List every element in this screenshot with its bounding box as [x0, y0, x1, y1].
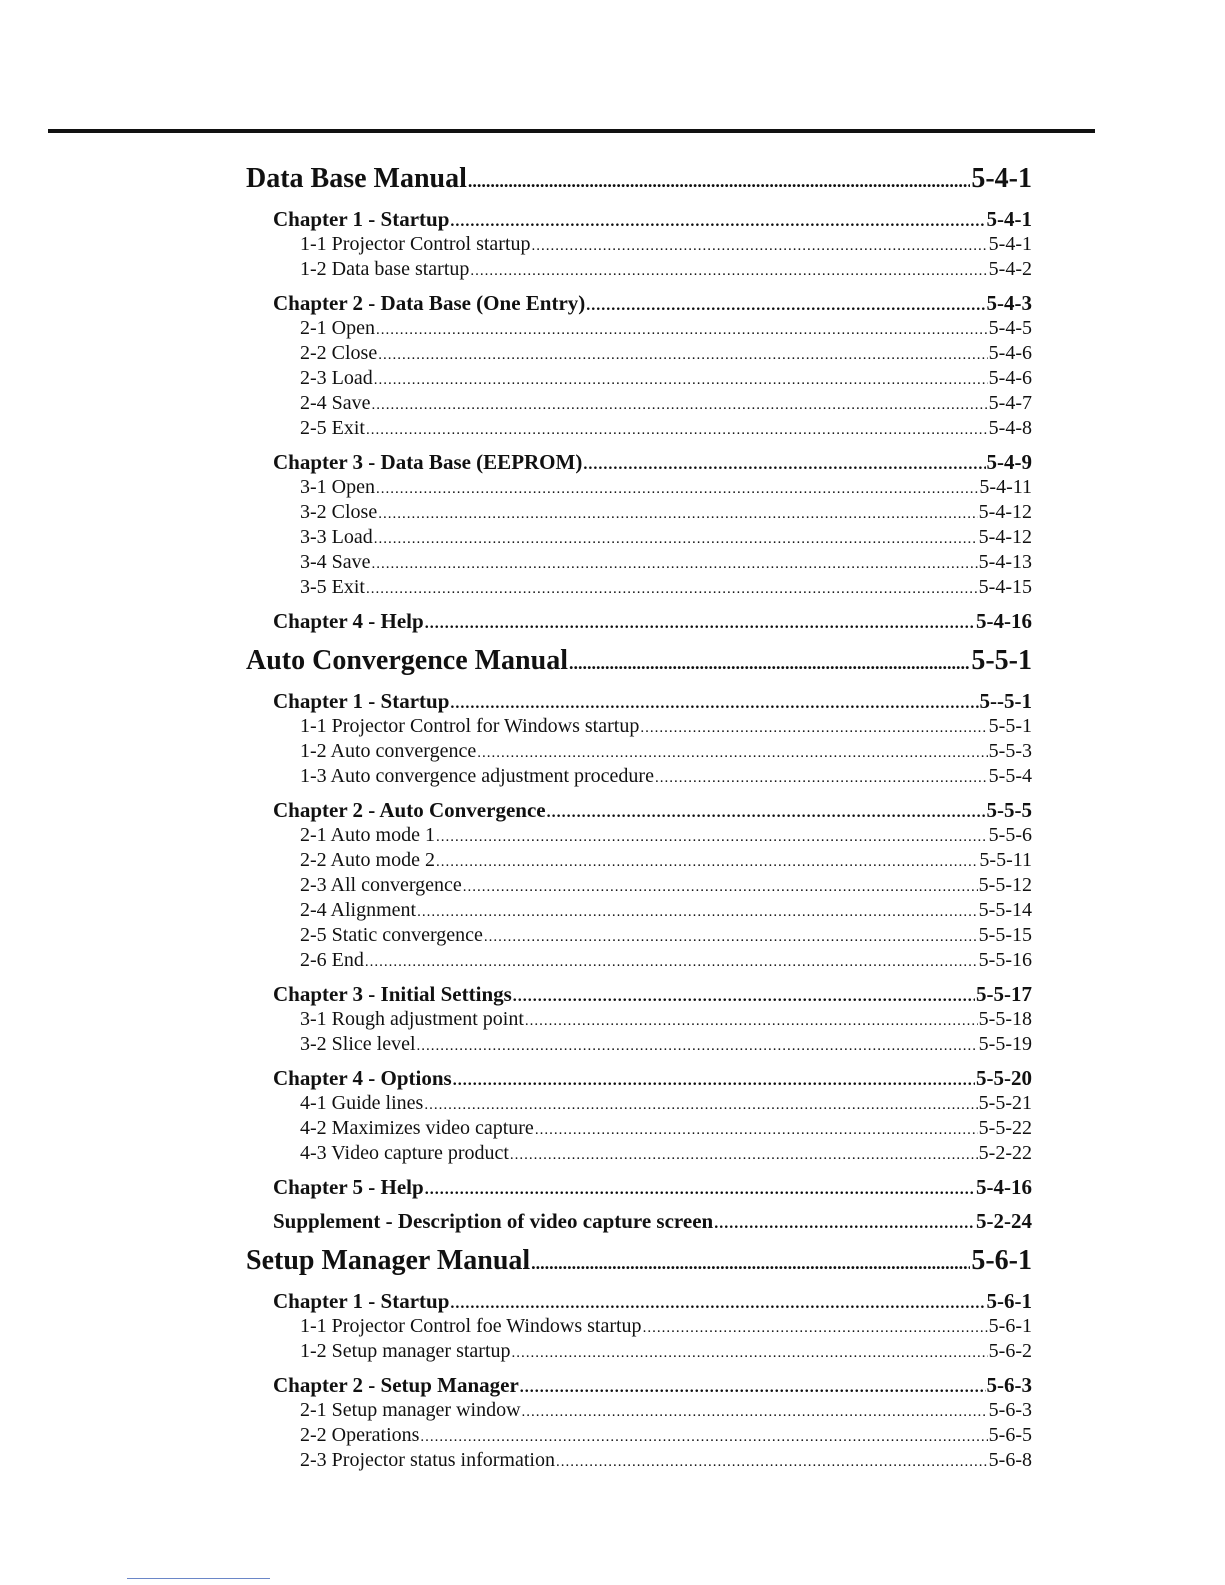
section-entry-page-number: 5-4-2 — [988, 258, 1032, 280]
chapter-heading — [246, 1066, 1032, 1091]
section-entry-title: 1-2 Setup manager startup — [300, 1340, 511, 1362]
dot-leader — [583, 450, 985, 477]
chapter-heading — [246, 1175, 1032, 1200]
dot-leader — [436, 848, 978, 875]
section-entry-page-number: 5-5-22 — [978, 1117, 1032, 1139]
manual-heading — [246, 1242, 1032, 1280]
dot-leader — [522, 1398, 988, 1425]
chapter-heading-page-number: 5-5-20 — [976, 1066, 1032, 1090]
section-entry-title: 4-2 Maximizes video capture — [300, 1117, 534, 1139]
section-entry-page-number: 5-5-16 — [978, 949, 1032, 971]
dot-leader — [420, 1423, 987, 1450]
section-entry-page-number: 5-5-15 — [978, 924, 1032, 946]
section-entry — [246, 1398, 1032, 1423]
section-entry-title: 2-4 Save — [300, 392, 371, 414]
section-entry-title: 1-1 Projector Control foe Windows startup — [300, 1315, 642, 1337]
section-entry-page-number: 5-4-7 — [988, 392, 1032, 414]
section-entry-page-number: 5-4-15 — [978, 576, 1032, 598]
dot-leader — [643, 1314, 988, 1341]
chapter-group — [246, 1175, 1032, 1200]
section-entry — [246, 823, 1032, 848]
dot-leader — [477, 739, 987, 766]
manual-heading-page-number: 5-4-1 — [971, 163, 1032, 194]
section-entry-title: 2-2 Auto mode 2 — [300, 849, 435, 871]
chapter-heading-page-number: 5-6-3 — [986, 1373, 1032, 1397]
chapter-heading-title: Supplement - Description of video capture screen — [273, 1209, 714, 1233]
dot-leader — [640, 714, 987, 741]
chapter-heading — [246, 609, 1032, 634]
dot-leader — [417, 1032, 978, 1059]
section-entry-page-number: 5-5-21 — [978, 1092, 1032, 1114]
section-entry — [246, 1314, 1032, 1339]
chapter-heading — [246, 798, 1032, 823]
chapter-heading-title: Chapter 2 - Data Base (One Entry) — [273, 291, 586, 315]
section-entry-title: 2-2 Close — [300, 342, 378, 364]
section-entry — [246, 848, 1032, 873]
section-entry-title: 2-5 Static convergence — [300, 924, 483, 946]
section-entry-title: 1-1 Projector Control for Windows startup — [300, 715, 640, 737]
section-entry-page-number: 5-6-1 — [988, 1315, 1032, 1337]
chapter-heading-title: Chapter 5 - Help — [273, 1175, 424, 1199]
section-entry — [246, 366, 1032, 391]
section-entry — [246, 575, 1032, 600]
section-entry — [246, 923, 1032, 948]
section-entry-page-number: 5-5-14 — [978, 899, 1032, 921]
section-entry-page-number: 5-5-3 — [988, 740, 1032, 762]
dot-leader — [569, 642, 970, 682]
section-entry-title: 2-4 Alignment — [300, 899, 417, 921]
manual-heading-page-number: 5-6-1 — [971, 1245, 1032, 1276]
manual-section — [246, 160, 1032, 634]
dot-leader — [425, 609, 975, 636]
section-entry-title: 3-1 Open — [300, 476, 375, 498]
manual-heading-title: Data Base Manual — [246, 163, 467, 194]
dot-leader — [450, 689, 978, 716]
section-entry-title: 2-1 Open — [300, 317, 375, 339]
section-entry-title: 3-2 Close — [300, 501, 378, 523]
chapter-heading-title: Chapter 2 - Setup Manager — [273, 1373, 519, 1397]
section-entry — [246, 550, 1032, 575]
dot-leader — [366, 416, 988, 443]
dot-leader — [512, 1339, 988, 1366]
section-entry-title: 1-1 Projector Control startup — [300, 233, 531, 255]
section-entry-title: 1-2 Data base startup — [300, 258, 470, 280]
section-entry-title: 2-2 Operations — [300, 1424, 420, 1446]
section-entry — [246, 1091, 1032, 1116]
dot-leader — [374, 366, 988, 393]
section-entry — [246, 232, 1032, 257]
section-entry-title: 2-3 Projector status information — [300, 1449, 555, 1471]
section-entry — [246, 475, 1032, 500]
section-entry-title: 1-2 Auto convergence — [300, 740, 477, 762]
chapter-heading-page-number: 5-5-5 — [986, 798, 1032, 822]
chapter-heading-page-number: 5-6-1 — [986, 1289, 1032, 1313]
chapter-heading — [246, 1209, 1032, 1234]
chapter-heading-title: Chapter 1 - Startup — [273, 1289, 450, 1313]
chapter-heading-title: Chapter 1 - Startup — [273, 689, 450, 713]
section-entry — [246, 316, 1032, 341]
manual-heading-title: Setup Manager Manual — [246, 1245, 531, 1276]
dot-leader — [374, 525, 978, 552]
dot-leader — [450, 1289, 985, 1316]
dot-leader — [513, 982, 975, 1009]
dot-leader — [372, 550, 978, 577]
chapter-heading — [246, 1289, 1032, 1314]
chapter-group — [246, 1289, 1032, 1364]
dot-leader — [586, 291, 985, 318]
chapter-heading — [246, 291, 1032, 316]
dot-leader — [468, 160, 970, 200]
chapter-heading-page-number: 5-4-9 — [986, 450, 1032, 474]
section-entry-page-number: 5-4-11 — [979, 476, 1032, 498]
dot-leader — [510, 1141, 978, 1168]
dot-leader — [424, 1091, 977, 1118]
section-entry-page-number: 5-6-5 — [988, 1424, 1032, 1446]
chapter-heading-page-number: 5-4-16 — [976, 609, 1032, 633]
dot-leader — [378, 341, 987, 368]
chapter-heading-title: Chapter 1 - Startup — [273, 207, 450, 231]
section-entry — [246, 500, 1032, 525]
dot-leader — [453, 1066, 975, 1093]
manual-heading-page-number: 5-5-1 — [971, 645, 1032, 676]
dot-leader — [556, 1448, 988, 1475]
chapter-heading-title: Chapter 3 - Initial Settings — [273, 982, 512, 1006]
section-entry — [246, 391, 1032, 416]
section-entry-page-number: 5-5-19 — [978, 1033, 1032, 1055]
section-entry — [246, 257, 1032, 282]
section-entry-page-number: 5-5-18 — [978, 1008, 1032, 1030]
section-entry-page-number: 5-4-6 — [988, 367, 1032, 389]
section-entry — [246, 898, 1032, 923]
section-entry-page-number: 5-5-12 — [978, 874, 1032, 896]
dot-leader — [714, 1209, 975, 1236]
dot-leader — [417, 898, 978, 925]
section-entry — [246, 416, 1032, 441]
manual-heading — [246, 642, 1032, 680]
section-entry-title: 3-2 Slice level — [300, 1033, 416, 1055]
chapter-group — [246, 1373, 1032, 1473]
chapter-heading — [246, 450, 1032, 475]
dot-leader — [525, 1007, 978, 1034]
section-entry-page-number: 5-2-22 — [978, 1142, 1032, 1164]
dot-leader — [463, 873, 978, 900]
section-entry-title: 2-3 All convergence — [300, 874, 462, 896]
section-entry — [246, 1116, 1032, 1141]
section-entry-page-number: 5-5-6 — [988, 824, 1032, 846]
section-entry — [246, 341, 1032, 366]
chapter-heading — [246, 1373, 1032, 1398]
section-entry — [246, 764, 1032, 789]
manual-section — [246, 1242, 1032, 1473]
section-entry — [246, 1448, 1032, 1473]
table-of-contents — [246, 160, 1032, 1473]
dot-leader — [655, 764, 988, 791]
section-entry-title: 3-4 Save — [300, 551, 371, 573]
section-entry — [246, 1423, 1032, 1448]
section-entry-title: 3-1 Rough adjustment point — [300, 1008, 524, 1030]
section-entry-page-number: 5-5-1 — [988, 715, 1032, 737]
dot-leader — [376, 316, 988, 343]
section-entry — [246, 948, 1032, 973]
chapter-heading-page-number: 5-4-16 — [976, 1175, 1032, 1199]
chapter-group — [246, 291, 1032, 441]
chapter-group — [246, 689, 1032, 789]
section-entry — [246, 1339, 1032, 1364]
chapter-heading-title: Chapter 4 - Options — [273, 1066, 452, 1090]
chapter-heading — [246, 689, 1032, 714]
chapter-heading-page-number: 5-2-24 — [976, 1209, 1032, 1233]
dot-leader — [425, 1175, 975, 1202]
section-entry-page-number: 5-4-12 — [978, 526, 1032, 548]
section-entry-page-number: 5-4-1 — [988, 233, 1032, 255]
section-entry-page-number: 5-6-3 — [988, 1399, 1032, 1421]
top-rule — [48, 129, 1095, 133]
chapter-group — [246, 1066, 1032, 1166]
dot-leader — [365, 948, 978, 975]
chapter-heading — [246, 982, 1032, 1007]
section-entry-title: 4-3 Video capture product — [300, 1142, 509, 1164]
section-entry — [246, 1032, 1032, 1057]
dot-leader — [376, 475, 978, 502]
manual-section — [246, 642, 1032, 1234]
section-entry — [246, 714, 1032, 739]
section-entry — [246, 1141, 1032, 1166]
dot-leader — [470, 257, 987, 284]
section-entry-page-number: 5-4-6 — [988, 342, 1032, 364]
section-entry-page-number: 5-4-12 — [978, 501, 1032, 523]
section-entry-title: 2-1 Auto mode 1 — [300, 824, 435, 846]
manual-heading-title: Auto Convergence Manual — [246, 645, 568, 676]
chapter-group — [246, 609, 1032, 634]
chapter-heading-title: Chapter 4 - Help — [273, 609, 424, 633]
chapter-heading — [246, 207, 1032, 232]
section-entry-page-number: 5-5-4 — [988, 765, 1032, 787]
dot-leader — [520, 1373, 986, 1400]
dot-leader — [531, 1242, 970, 1282]
dot-leader — [378, 500, 977, 527]
dot-leader — [450, 207, 985, 234]
section-entry-page-number: 5-4-8 — [988, 417, 1032, 439]
dot-leader — [547, 798, 986, 825]
chapter-group — [246, 450, 1032, 600]
section-entry-page-number: 5-5-11 — [979, 849, 1032, 871]
bottom-link-underline — [127, 1578, 270, 1579]
section-entry-page-number: 5-6-8 — [988, 1449, 1032, 1471]
section-entry-page-number: 5-4-5 — [988, 317, 1032, 339]
section-entry-title: 4-1 Guide lines — [300, 1092, 424, 1114]
section-entry-title: 3-5 Exit — [300, 576, 365, 598]
section-entry-title: 2-1 Setup manager window — [300, 1399, 521, 1421]
dot-leader — [366, 575, 978, 602]
chapter-heading-title: Chapter 2 - Auto Convergence — [273, 798, 546, 822]
dot-leader — [436, 823, 988, 850]
chapter-heading-page-number: 5-4-1 — [986, 207, 1032, 231]
section-entry-title: 3-3 Load — [300, 526, 373, 548]
section-entry — [246, 1007, 1032, 1032]
chapter-group — [246, 798, 1032, 973]
chapter-heading-title: Chapter 3 - Data Base (EEPROM) — [273, 450, 583, 474]
section-entry — [246, 525, 1032, 550]
section-entry-page-number: 5-6-2 — [988, 1340, 1032, 1362]
dot-leader — [372, 391, 988, 418]
chapter-heading-page-number: 5--5-1 — [979, 689, 1032, 713]
dot-leader — [532, 232, 988, 259]
chapter-group — [246, 1209, 1032, 1234]
section-entry — [246, 873, 1032, 898]
chapter-group — [246, 982, 1032, 1057]
manual-heading — [246, 160, 1032, 198]
section-entry-page-number: 5-4-13 — [978, 551, 1032, 573]
section-entry — [246, 739, 1032, 764]
section-entry-title: 2-6 End — [300, 949, 364, 971]
chapter-heading-page-number: 5-4-3 — [986, 291, 1032, 315]
dot-leader — [535, 1116, 978, 1143]
section-entry-title: 1-3 Auto convergence adjustment procedure — [300, 765, 654, 787]
section-entry-title: 2-3 Load — [300, 367, 373, 389]
dot-leader — [484, 923, 978, 950]
chapter-heading-page-number: 5-5-17 — [976, 982, 1032, 1006]
section-entry-title: 2-5 Exit — [300, 417, 365, 439]
chapter-group — [246, 207, 1032, 282]
